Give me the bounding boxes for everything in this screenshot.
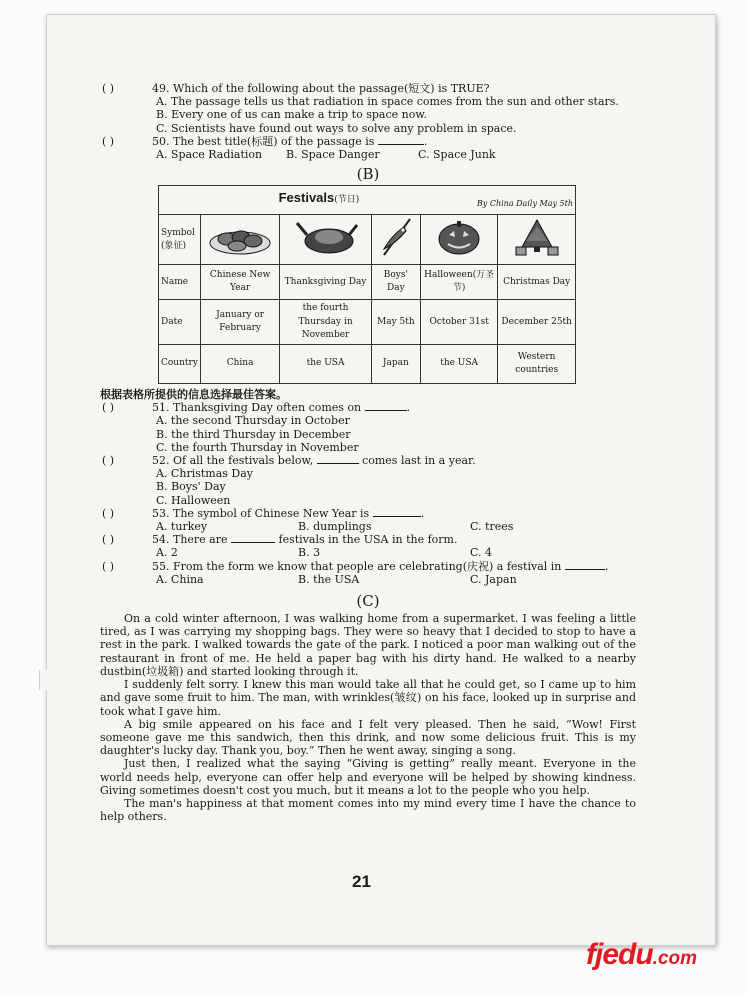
passage-paragraph: The man's happiness at that moment comes into my mind every time I have the chance to help others. xyxy=(100,796,636,824)
option: B. Every one of us can make a trip to space now. xyxy=(156,108,427,122)
festival-country: the USA xyxy=(280,345,371,384)
section-c-title: (C) xyxy=(356,592,380,611)
fill-blank[interactable] xyxy=(317,463,359,464)
options-row xyxy=(100,520,636,533)
question-stem: 54. There are xyxy=(152,533,228,547)
festival-name: Christmas Day xyxy=(498,265,576,300)
carp-streamer-icon xyxy=(374,217,418,257)
answer-bracket[interactable]: ( ) xyxy=(102,454,115,468)
watermark-main: fjedu xyxy=(586,938,653,971)
festival-country: Japan xyxy=(371,345,420,384)
festival-date: the fourth Thursday in November xyxy=(280,300,371,345)
option: B. 3 xyxy=(298,546,321,560)
symbol-cell xyxy=(371,215,420,265)
fill-blank[interactable] xyxy=(365,410,407,411)
passage-paragraph: I suddenly felt sorry. I knew this man would take all that he could get, so I came up to him and gave some fruit to him. The man, with wrinkles(皱纹) on his face, looked up in surprise and took what I gave him. xyxy=(100,678,636,718)
question-51 xyxy=(100,401,636,414)
passage-paragraph: A big smile appeared on his face and I felt very pleased. Then he said, “Wow! First someone gave me this sandwich, then this drink, and now some delicious fruit. This is my daughter's lucky day. Thank you, boy.” Then he went away, singing a song. xyxy=(100,717,636,758)
question-stem: 50. The best title(标题) of the passage is xyxy=(152,134,375,148)
option: B. Space Danger xyxy=(286,148,380,162)
question-53 xyxy=(100,507,636,520)
option: A. turkey xyxy=(156,520,208,534)
pumpkin-icon xyxy=(424,217,494,257)
festival-date: May 5th xyxy=(371,300,420,345)
fill-blank[interactable] xyxy=(378,144,424,145)
festival-name: Thanksgiving Day xyxy=(280,265,371,300)
question-stem-end: . xyxy=(406,401,411,415)
section-b-title: (B) xyxy=(356,165,380,184)
option: A. the second Thursday in October xyxy=(156,414,350,428)
options-row xyxy=(100,546,636,559)
option: B. dumplings xyxy=(298,520,372,534)
watermark-suffix: .com xyxy=(652,948,698,969)
row-label-country: Country xyxy=(159,345,201,384)
turkey-icon xyxy=(291,217,361,257)
page-number: 21 xyxy=(352,872,371,891)
instruction-b: 根据表格所提供的信息选择最佳答案。 xyxy=(100,388,287,402)
answer-bracket[interactable]: ( ) xyxy=(102,134,115,148)
option: C. Halloween xyxy=(156,493,231,507)
table-source: By China Daily May 5th xyxy=(476,198,573,208)
passage-c xyxy=(100,612,636,823)
answer-bracket[interactable]: ( ) xyxy=(102,82,115,95)
dumplings-icon xyxy=(205,217,275,257)
options-row xyxy=(100,148,636,161)
christmas-tree-icon xyxy=(502,217,572,257)
row-label-symbol: Symbol (象征) xyxy=(159,215,201,265)
option: C. Space Junk xyxy=(418,148,496,162)
question-stem-end: festivals in the USA in the form. xyxy=(278,533,458,547)
passage-paragraph: On a cold winter afternoon, I was walking home from a supermarket. I was feeling a little tired, as I was carrying my shopping bags. They were so heavy that I decided to stop to have a rest in the park. I walked towards the gate of the park. I noticed a poor man walking out of the restaurant in front of me. He held a paper bag with his dirty hand. He walked to a nearby dustbin(垃圾箱) and started looking through it. xyxy=(100,612,636,678)
festivals-table xyxy=(158,185,576,384)
option: C. the fourth Thursday in November xyxy=(156,440,359,454)
option: C. 4 xyxy=(470,546,493,560)
table-title: Festivals xyxy=(278,189,335,205)
table-header xyxy=(159,186,576,215)
page-content xyxy=(100,82,636,823)
option: A. 2 xyxy=(156,546,178,560)
symbol-cell xyxy=(420,215,497,265)
options-row xyxy=(100,573,636,586)
symbol-cell xyxy=(280,215,371,265)
option: C. trees xyxy=(470,520,514,534)
festival-date: October 31st xyxy=(420,300,497,345)
question-49 xyxy=(100,82,636,95)
fill-blank[interactable] xyxy=(231,542,275,543)
question-stem: 55. From the form we know that people are celebrating(庆祝) a festival in xyxy=(152,559,562,573)
table-title-cn: (节日) xyxy=(334,194,360,205)
answer-bracket[interactable]: ( ) xyxy=(102,506,115,520)
option: C. Japan xyxy=(470,572,517,586)
symbol-cell xyxy=(498,215,576,265)
option: B. the third Thursday in December xyxy=(156,427,351,441)
option: B. the USA xyxy=(298,572,360,586)
question-stem-end: . xyxy=(423,134,428,148)
option: A. China xyxy=(156,572,204,586)
question-stem: 53. The symbol of Chinese New Year is xyxy=(152,506,370,520)
option: B. Boys' Day xyxy=(156,480,226,494)
question-stem-end: comes last in a year. xyxy=(362,454,476,468)
option: C. Scientists have found out ways to solve any problem in space. xyxy=(156,121,517,135)
question-stem-end: . xyxy=(420,506,425,520)
watermark-logo xyxy=(586,938,697,972)
question-55 xyxy=(100,560,636,573)
fill-blank[interactable] xyxy=(373,516,421,517)
symbol-cell xyxy=(200,215,279,265)
festival-country: China xyxy=(200,345,279,384)
festival-country: the USA xyxy=(420,345,497,384)
festival-date: January or February xyxy=(200,300,279,345)
question-50 xyxy=(100,135,636,148)
question-stem: 52. Of all the festivals below, xyxy=(152,454,314,468)
question-54 xyxy=(100,533,636,546)
festival-date: December 25th xyxy=(498,300,576,345)
festival-name: Boys' Day xyxy=(371,265,420,300)
festival-name: Chinese New Year xyxy=(200,265,279,300)
answer-bracket[interactable]: ( ) xyxy=(102,533,115,547)
question-stem: 51. Thanksgiving Day often comes on xyxy=(152,401,362,415)
question-52 xyxy=(100,454,636,467)
question-stem: 49. Which of the following about the passage(短文) is TRUE? xyxy=(152,82,490,95)
row-label-name: Name xyxy=(159,265,201,300)
row-label-date: Date xyxy=(159,300,201,345)
answer-bracket[interactable]: ( ) xyxy=(102,559,115,573)
answer-bracket[interactable]: ( ) xyxy=(102,401,115,415)
festival-country: Western countries xyxy=(498,345,576,384)
option: A. The passage tells us that radiation in space comes from the sun and other stars. xyxy=(156,95,619,109)
passage-paragraph: Just then, I realized what the saying “Giving is getting” really meant. Everyone in the world needs help, everyone can offer help and everyone will be helped by showing kindness. Giving sometimes doesn't cost you much, but it means a lot to the people who you help. xyxy=(100,757,636,797)
festival-name: Halloween(万圣节) xyxy=(420,265,497,300)
option: A. Space Radiation xyxy=(156,148,263,162)
fill-blank[interactable] xyxy=(565,569,605,570)
question-stem-end: . xyxy=(604,559,609,573)
option: A. Christmas Day xyxy=(156,467,254,481)
